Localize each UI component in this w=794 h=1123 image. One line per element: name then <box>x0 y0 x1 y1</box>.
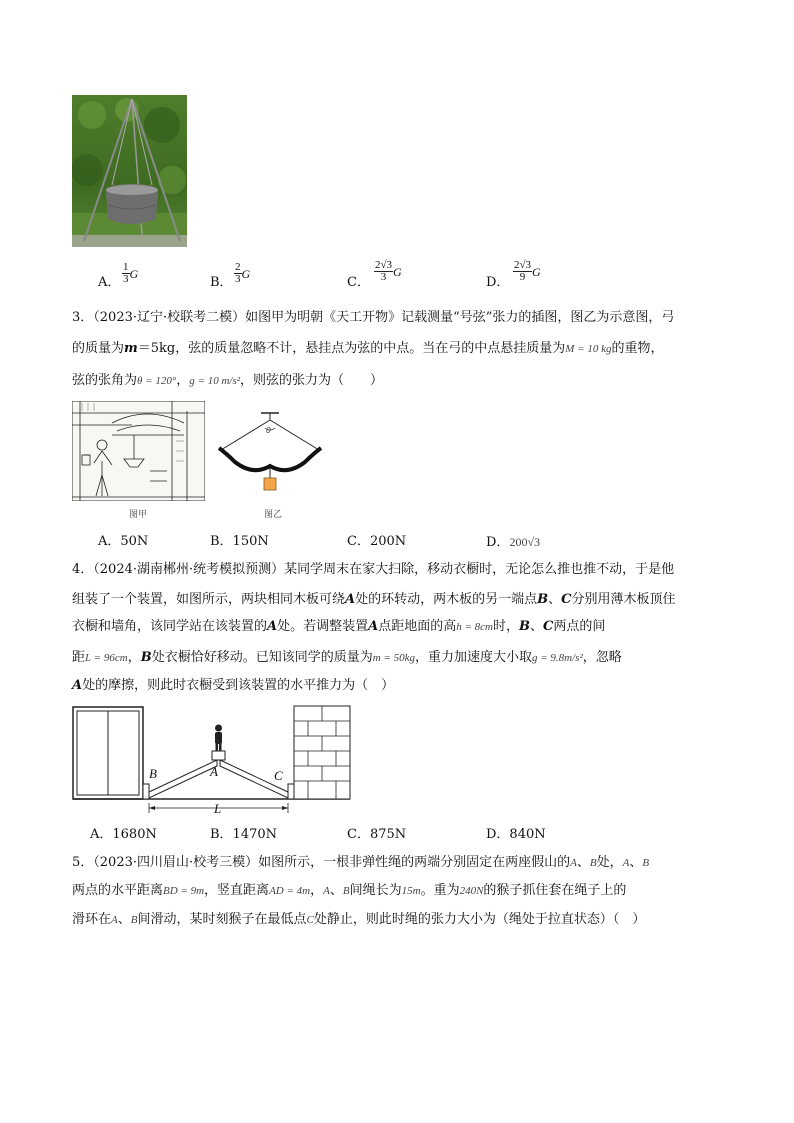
text: 两点的间 <box>553 619 606 634</box>
q2-option-c-value <box>374 260 402 283</box>
var-a: A <box>267 619 278 634</box>
formula: AD = 4m <box>269 885 311 897</box>
formula: BD = 9m <box>163 885 205 897</box>
q5-line-3 <box>72 910 645 930</box>
text: 处衣橱恰好移动。已知该同学的质量为 <box>151 650 373 665</box>
formula: m = 50kg <box>372 652 415 664</box>
var-a: A <box>622 857 630 869</box>
text: 时， <box>492 619 519 634</box>
figure-yi <box>215 408 325 498</box>
text: 分别用薄木板顶住 <box>571 592 676 607</box>
q4-option-a[interactable]: A．1680N <box>90 827 157 842</box>
formula: 200√3 <box>509 535 541 549</box>
text: ， <box>176 373 190 388</box>
text: 、 <box>629 855 643 870</box>
text: ，竖直距离 <box>204 883 270 898</box>
formula: h = 8cm <box>456 621 493 633</box>
q4-option-c[interactable]: C．875N <box>347 827 407 842</box>
var-g: G <box>129 267 139 281</box>
text: 两点的水平距离 <box>72 883 164 898</box>
text: 、 <box>329 883 343 898</box>
var-c: C <box>561 592 572 607</box>
text: 、 <box>530 619 544 634</box>
option-letter: D． <box>486 275 510 290</box>
fig-label-c: C <box>274 768 283 783</box>
option-letter: A． <box>98 275 121 290</box>
text: 的猴子抓住套在绳子上的 <box>483 883 627 898</box>
q4-line-5 <box>72 676 394 695</box>
text: 的质量为 <box>72 341 125 356</box>
text: 处的环转动，两木板的另一端点 <box>355 592 538 607</box>
formula: L = 96cm <box>85 652 128 664</box>
frac-num: 2 <box>235 261 241 273</box>
fig-label-a: A <box>210 764 218 779</box>
q4-option-d[interactable]: D．840N <box>486 827 546 842</box>
q3-option-c[interactable]: C．200N <box>347 534 407 549</box>
text: 的重物， <box>611 341 664 356</box>
text: 组装了一个装置，如图所示，两块相同木板可绕 <box>72 592 346 607</box>
text: 、 <box>548 592 562 607</box>
var-b: B <box>342 885 350 897</box>
frac-den: 3 <box>380 271 387 283</box>
option-letter: B． <box>210 275 233 290</box>
figure-jia-caption: 图甲 <box>129 510 148 520</box>
q3-line-2 <box>72 339 664 359</box>
text: 5．（2023·四川眉山·校考三模）如图所示，一根非弹性绳的两端分别固定在两座假山的 <box>72 855 571 870</box>
tripod-pot-photo <box>72 95 187 247</box>
text: 处。若调整装置 <box>277 619 369 634</box>
frac-num: 1 <box>123 261 129 273</box>
q5-line-2 <box>72 881 626 901</box>
formula: g = 10 m/s² <box>189 375 241 387</box>
text: ＝5kg，弦的质量忽略不计，悬挂点为弦的中点。当在弓的中点悬挂质量为 <box>137 341 566 356</box>
var-c: C <box>543 619 554 634</box>
figure-yi-caption: 图乙 <box>264 510 283 520</box>
frac-den: 3 <box>123 273 129 285</box>
q3-line-1: 3．（2023·辽宁·校联考二模）如图甲为明朝《天工开物》记载测量“号弦”张力的插图，图乙为示意图，弓 <box>72 310 675 325</box>
q2-option-d-value <box>513 260 541 283</box>
text: ，重力加速度大小取 <box>414 650 532 665</box>
text: ，则弦的张力为（ ） <box>240 373 384 388</box>
text: 弦的张角为 <box>72 373 138 388</box>
text: 滑环在 <box>72 912 112 927</box>
text: 距 <box>72 650 86 665</box>
var-a: A <box>72 678 83 693</box>
q4-line-3 <box>72 617 605 637</box>
text: 、 <box>576 855 590 870</box>
formula: 15m <box>401 885 421 897</box>
var-a: A <box>368 619 379 634</box>
var-a: A <box>111 914 118 926</box>
var-b: B <box>589 857 597 869</box>
var-g: G <box>393 265 402 279</box>
text: 、 <box>117 912 131 927</box>
var-a: A <box>570 857 577 869</box>
text: 处静止，则此时绳的张力大小为（绳处于拉直状态）（ ） <box>313 912 646 927</box>
q2-option-c[interactable] <box>347 274 370 292</box>
text: ，忽略 <box>582 650 622 665</box>
figure-yi-theta: θ <box>266 426 271 435</box>
formula: 240N <box>459 885 484 897</box>
q3-option-a[interactable]: A．50N <box>98 534 149 549</box>
var-a: A <box>323 885 330 897</box>
frac-num: 2√3 <box>514 259 532 271</box>
var-b: B <box>642 857 650 869</box>
formula: M = 10 kg <box>565 343 612 355</box>
q5-line-1 <box>72 853 649 873</box>
fig-label-b: B <box>149 766 157 781</box>
var-g: G <box>241 267 251 281</box>
var-c: C <box>306 914 314 926</box>
figure-jia <box>72 401 205 501</box>
text: 。重为 <box>420 883 460 898</box>
frac-num: 2√3 <box>375 259 393 271</box>
q2-option-a[interactable] <box>98 274 120 292</box>
text: 处， <box>596 855 623 870</box>
text: ， <box>310 883 324 898</box>
var-b: B <box>519 619 530 634</box>
var-m: m <box>124 341 138 356</box>
q4-option-b[interactable]: B．1470N <box>210 827 278 842</box>
text: 衣橱和墙角，该同学站在该装置的 <box>72 619 268 634</box>
q2-option-d[interactable] <box>486 274 509 292</box>
formula: g = 9.8m/s² <box>531 652 583 664</box>
var-b: B <box>130 914 138 926</box>
q2-option-b-value <box>234 262 250 285</box>
var-b: B <box>140 650 152 665</box>
text: 点距地面的高 <box>378 619 457 634</box>
option-letter: C． <box>347 275 370 290</box>
q4-line-2 <box>72 590 676 609</box>
q3-line-3 <box>72 371 383 391</box>
fig-label-l: L <box>214 801 222 816</box>
q4-line-1: 4．（2024·湖南郴州·统考模拟预测）某同学周末在家大扫除，移动衣橱时，无论怎么推也推不动，于是他 <box>72 562 675 577</box>
wardrobe-device-figure <box>72 704 352 822</box>
text: 间滑动，某时刻猴子在最低点 <box>137 912 307 927</box>
text: 处的摩擦，则此时衣橱受到该装置的水平推力为（ ） <box>82 678 395 693</box>
q3-option-d[interactable] <box>486 533 540 552</box>
option-letter: D． <box>486 535 510 550</box>
q2-option-a-value <box>122 262 138 285</box>
frac-den: 9 <box>519 271 526 283</box>
q4-line-4 <box>72 648 622 668</box>
text: 间绳长为 <box>349 883 402 898</box>
text: ， <box>127 650 141 665</box>
var-a: A <box>345 592 356 607</box>
var-g: G <box>532 265 541 279</box>
q3-option-b[interactable]: B．150N <box>210 534 269 549</box>
frac-den: 3 <box>235 273 241 285</box>
q2-option-b[interactable] <box>210 274 233 292</box>
var-b: B <box>537 592 549 607</box>
formula: θ = 120° <box>137 375 177 387</box>
